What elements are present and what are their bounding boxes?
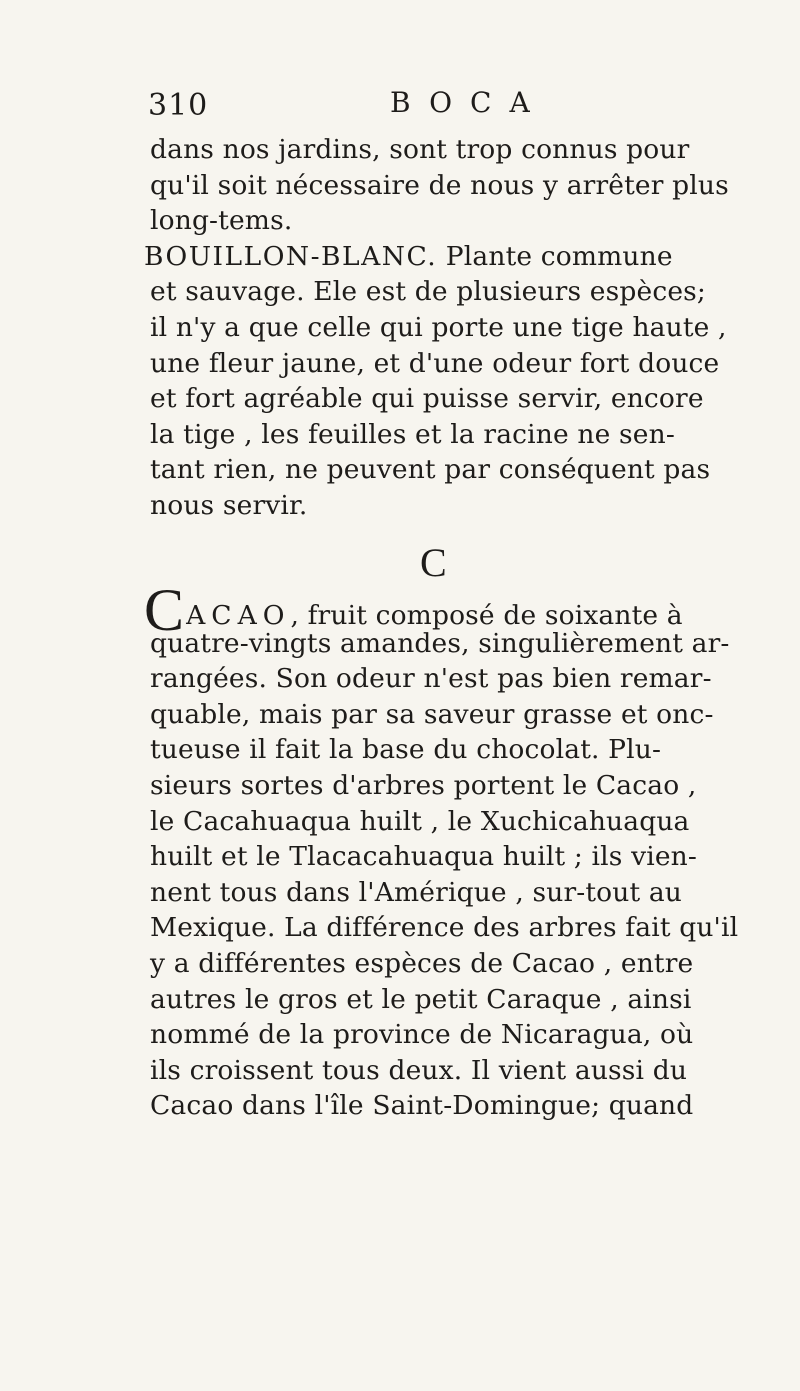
text-fragment: , fruit composé de soixante à [290, 600, 683, 631]
text-line: quable, mais par sa saveur grasse et onc- [150, 698, 714, 730]
dropcap-letter: C [144, 577, 185, 643]
text-line: la tige , les feuilles et la racine ne sen- [150, 418, 675, 450]
text-line: et sauvage. Ele est de plusieurs espèces; [150, 276, 706, 308]
text-line: quatre-vingts amandes, singulièrement ar- [150, 627, 730, 659]
text-line: nommé de la province de Nicaragua, où [150, 1019, 694, 1051]
text-line: une fleur jaune, et d'une odeur fort douce [150, 347, 720, 379]
text-line: Mexique. La différence des arbres fait qu'il [150, 912, 739, 944]
running-head: BOCA [390, 86, 548, 119]
headword-bouillon-blanc: BOUILLON-BLANC. [144, 240, 438, 272]
text-line: le Cacahuaqua huilt , le Xuchicahuaqua [150, 805, 690, 837]
text-line: long-tems. [150, 205, 293, 237]
text-line: y a différentes espèces de Cacao , entre [150, 947, 694, 979]
text-line: tant rien, ne peuvent par conséquent pas [150, 454, 711, 486]
text-line: et fort agréable qui puisse servir, encore [150, 383, 704, 415]
text-line: huilt et le Tlacacahuaqua huilt ; ils vien- [150, 841, 697, 873]
text-line: nent tous dans l'Amérique , sur-tout au [150, 876, 683, 908]
entry-bouillon-first-line [144, 239, 740, 275]
text-line: dans nos jardins, sont trop connus pour [150, 134, 690, 165]
text-fragment: Plante commune [437, 240, 673, 272]
text-line: qu'il soit nécessaire de nous y arrêter plus [150, 169, 729, 201]
headword-cacao: ACAO [186, 600, 291, 631]
page-number: 310 [148, 88, 209, 123]
text-line: Cacao dans l'île Saint-Domingue; quand [150, 1090, 694, 1122]
page-header [148, 86, 668, 130]
text-line: nous servir. [150, 489, 308, 521]
entry-cacao-text [144, 577, 750, 1124]
text-line: rangées. Son odeur n'est pas bien remar- [150, 663, 712, 695]
section-letter: C [420, 540, 447, 585]
text-line: autres le gros et le petit Caraque , ainsi [150, 983, 692, 1015]
text-line: tueuse il fait la base du chocolat. Plu- [150, 734, 662, 766]
text-line: sieurs sortes d'arbres portent le Cacao , [150, 769, 697, 801]
text-line: ils croissent tous deux. Il vient aussi du [150, 1054, 688, 1086]
text-line: il n'y a que celle qui porte une tige haute , [150, 311, 727, 343]
entry-continued-text [144, 132, 740, 524]
